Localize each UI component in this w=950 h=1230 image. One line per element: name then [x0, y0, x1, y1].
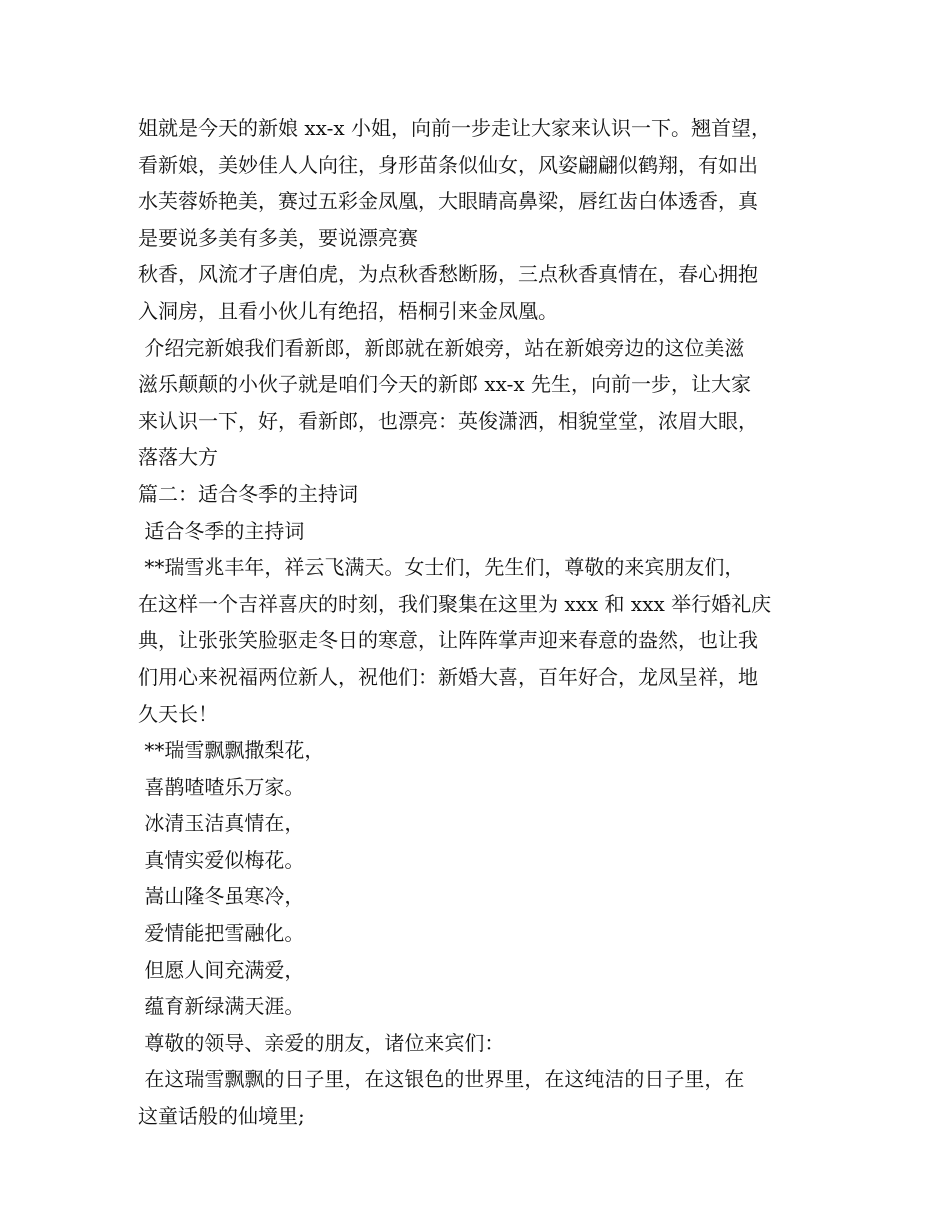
text-line: 来认识一下，好，看新郎，也漂亮：英俊潇洒，相貌堂堂，浓眉大眼， — [138, 408, 758, 433]
poem-line: 蕴育新绿满天涯。 — [138, 994, 305, 1019]
poem-line: 冰清玉洁真情在， — [138, 811, 305, 836]
poem-line: **瑞雪飘飘撒梨花， — [138, 738, 325, 763]
text-line: 看新娘，美妙佳人人向往，身形苗条似仙女，风姿翩翩似鹤翔，有如出 — [138, 152, 758, 177]
text-line: 落落大方 — [138, 445, 218, 470]
poem-line: 但愿人间充满爱， — [138, 957, 305, 982]
text-line: 滋乐颠颠的小伙子就是咱们今天的新郎 xx-x 先生，向前一步，让大家 — [138, 372, 751, 397]
poem-line: 爱情能把雪融化。 — [138, 921, 305, 946]
text-line: 姐就是今天的新娘 xx-x 小姐，向前一步走让大家来认识一下。翘首望， — [138, 116, 771, 140]
text-line: 在这瑞雪飘飘的日子里，在这银色的世界里，在这纯洁的日子里，在 — [138, 1067, 745, 1092]
text-line: 入洞房，且看小伙儿有绝招，梧桐引来金凤凰。 — [138, 298, 558, 323]
text-line: **瑞雪兆丰年，祥云飞满天。女士们，先生们，尊敬的来宾朋友们， — [138, 555, 745, 580]
text-line: 久天长！ — [138, 701, 218, 726]
text-line: 这童话般的仙境里; — [138, 1104, 305, 1129]
text-line: 秋香，风流才子唐伯虎，为点秋香愁断肠，三点秋香真情在，春心拥抱 — [138, 262, 758, 287]
text-line: 在这样一个吉祥喜庆的时刻，我们聚集在这里为 xxx 和 xxx 举行婚礼庆 — [138, 591, 772, 616]
text-line: 是要说多美有多美，要说漂亮赛 — [138, 225, 418, 250]
text-line: 介绍完新娘我们看新郎，新郎就在新娘旁，站在新娘旁边的这位美滋 — [138, 335, 745, 360]
text-line: 们用心来祝福两位新人，祝他们：新婚大喜，百年好合，龙凤呈祥，地 — [138, 664, 758, 689]
section-heading: 篇二：适合冬季的主持词 — [138, 481, 358, 506]
text-line: 尊敬的领导、亲爱的朋友，诸位来宾们： — [138, 1030, 505, 1055]
text-line: 水芙蓉娇艳美，赛过五彩金凤凰，大眼睛高鼻梁，唇红齿白体透香，真 — [138, 189, 758, 214]
text-line: 典，让张张笑脸驱走冬日的寒意，让阵阵掌声迎来春意的盎然，也让我 — [138, 628, 758, 653]
poem-line: 喜鹊喳喳乐万家。 — [138, 774, 305, 799]
poem-line: 嵩山隆冬虽寒冷， — [138, 884, 305, 909]
poem-line: 真情实爱似梅花。 — [138, 847, 305, 872]
document-page — [138, 110, 838, 1135]
section-subtitle: 适合冬季的主持词 — [138, 518, 305, 543]
